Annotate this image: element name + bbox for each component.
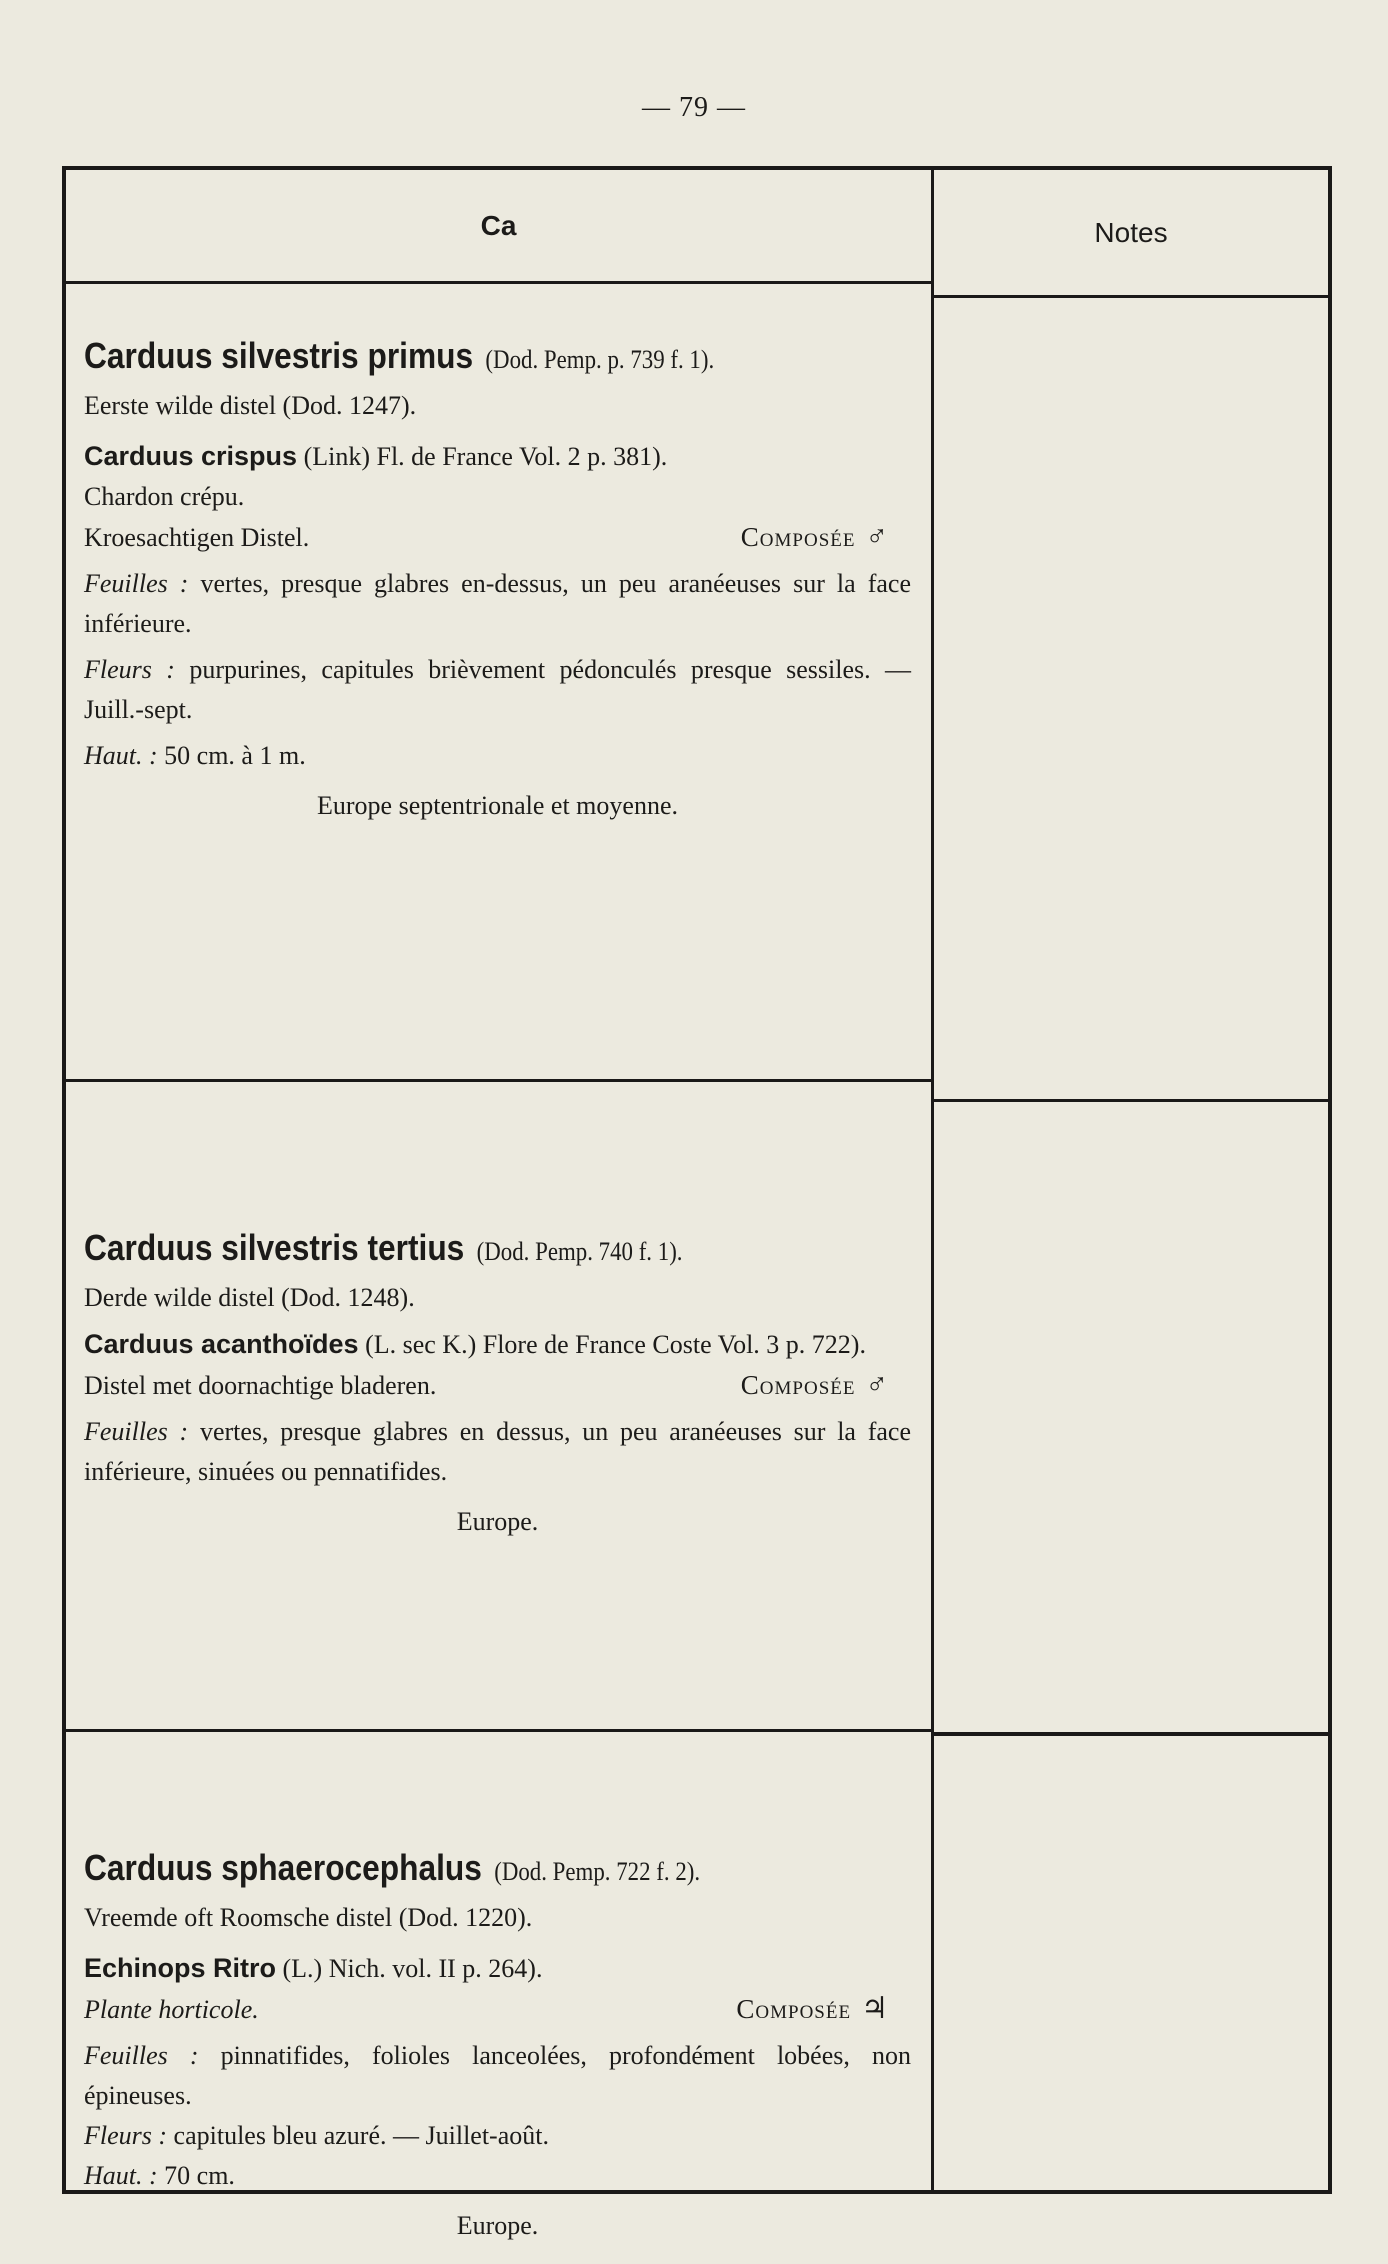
flowers-description (84, 2116, 911, 2156)
note-row (84, 1989, 911, 2030)
leaves-label: Feuilles : (84, 2041, 199, 2070)
height-description (84, 736, 911, 776)
vernacular-name: Vreemde oft Roomsche distel (Dod. 1220). (84, 1903, 533, 1932)
leaves-label: Feuilles : (84, 569, 189, 598)
flowers-label: Fleurs : (84, 2121, 168, 2150)
species-name: Carduus silvestris primus (84, 335, 474, 376)
synonym-name: Carduus acanthoïdes (84, 1329, 359, 1359)
species-entry (66, 1082, 931, 1732)
region: Europe. (456, 2211, 539, 2240)
height-label: Haut. : (84, 741, 158, 770)
species-name: Carduus silvestris tertius (84, 1227, 465, 1268)
species-name-line (84, 1842, 812, 1898)
leaves-text: pinnatifides, folioles lanceolées, profondément lobées, non épineuses. (84, 2041, 911, 2110)
species-reference: (Dod. Pemp. 740 f. 1). (476, 1237, 683, 1266)
species-name: Carduus sphaerocephalus (84, 1847, 482, 1888)
vernacular-name: Eerste wilde distel (Dod. 1247). (84, 391, 417, 420)
synonym-line (84, 1324, 911, 1365)
height-description (84, 2156, 911, 2196)
synonym-reference: (Link) Fl. de France Vol. 2 p. 381). (303, 442, 668, 471)
column-header-notes: Notes (934, 170, 1328, 298)
height-text: 50 cm. à 1 m. (164, 741, 306, 770)
species-entry (66, 1732, 931, 2240)
species-reference: (Dod. Pemp. 722 f. 2). (494, 1857, 701, 1886)
leaves-text: vertes, presque glabres en-dessus, un peu aranéeuses sur la face inférieure. (84, 569, 911, 638)
leaves-description (84, 564, 911, 644)
perennial-symbol-icon: ♃ (861, 1992, 889, 2025)
common-name-local: Kroesachtigen Distel. (84, 523, 310, 552)
flowers-text: purpurines, capitules brièvement pédonculés presque sessiles. — Juill.-sept. (84, 655, 912, 724)
flowers-description (84, 650, 911, 730)
common-name-local: Distel met doornachtige bladeren. (84, 1371, 437, 1400)
notes-cell (934, 298, 1328, 1102)
family-label: Composée ♃ (736, 1992, 889, 2025)
family-label: Composée ♂ (740, 520, 889, 553)
common-name-row (84, 1365, 911, 1406)
page-number: — 79 — (642, 92, 746, 123)
male-symbol-icon: ♂ (865, 520, 889, 553)
family-label: Composée ♂ (740, 1368, 889, 1401)
synonym-line (84, 436, 911, 477)
leaves-description (84, 2036, 911, 2116)
notes-cell (934, 1102, 1328, 1736)
male-symbol-icon: ♂ (865, 1368, 889, 1401)
flowers-label: Fleurs : (84, 655, 175, 684)
species-reference: (Dod. Pemp. p. 739 f. 1). (485, 345, 715, 374)
synonym-reference: (L.) Nich. vol. II p. 264). (282, 1954, 543, 1983)
horticultural-note: Plante horticole. (84, 1995, 259, 2024)
region: Europe. (456, 1507, 539, 1536)
synonym-name: Carduus crispus (84, 441, 298, 471)
common-name-french: Chardon crépu. (84, 482, 245, 511)
vernacular-name: Derde wilde distel (Dod. 1248). (84, 1283, 415, 1312)
species-entry (66, 330, 931, 1082)
synonym-reference: (L. sec K.) Flore de France Coste Vol. 3 p. 722). (365, 1330, 866, 1359)
species-name-line (84, 1222, 812, 1278)
synonym-name: Echinops Ritro (84, 1953, 277, 1983)
catalogue-table (62, 166, 1332, 2240)
synonym-line (84, 1948, 911, 1989)
common-name-row (84, 517, 911, 558)
region: Europe septentrionale et moyenne. (317, 791, 678, 820)
height-label: Haut. : (84, 2161, 158, 2190)
flowers-text: capitules bleu azuré. — Juillet-août. (173, 2121, 549, 2150)
species-name-line (84, 330, 812, 386)
column-header-species: Ca (66, 170, 931, 284)
leaves-description (84, 1412, 911, 1492)
height-text: 70 cm. (164, 2161, 235, 2190)
leaves-text: vertes, presque glabres en dessus, un peu aranéeuses sur la face inférieure, sinuées ou pennatifides. (84, 1417, 912, 1486)
leaves-label: Feuilles : (84, 1417, 189, 1446)
